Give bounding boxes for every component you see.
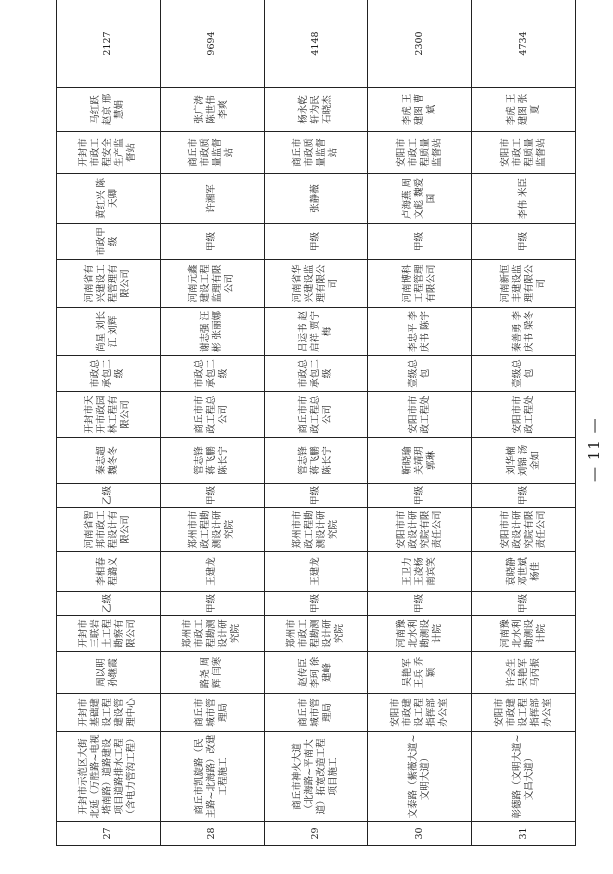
supervision-staff: 黄红兴 陈天卿 [57, 174, 161, 224]
supervision-grade: 甲级 [472, 224, 576, 260]
design-grade: 乙级 [57, 484, 161, 508]
design-staff: 秦志超 魏冬冬 [57, 438, 161, 484]
owner-staff: 赵传臣 李珂 徐建峰 [264, 652, 368, 694]
construction-staff: 李忠平 李庆书 陈宇 [368, 308, 472, 356]
design-unit: 安阳市市政设计研究院有限责任公司 [368, 508, 472, 552]
project-name: 开封市示范区大街北延（万胜路~电视塔南路）道路建设项目道路排水工程（含电力管沟工程） [57, 732, 161, 822]
survey-unit: 河南豫北水利勘测设计院 [368, 616, 472, 652]
construction-staff: 尚星 刘长江 刘辉 [57, 308, 161, 356]
construction-grade: 壹级总包 [368, 356, 472, 392]
survey-unit: 郑州市市政工程勘测设计研究院 [160, 616, 264, 652]
construction-unit: 商丘市市政工程总公司 [264, 392, 368, 438]
owner-staff: 路尧 周辉 闫寒 [160, 652, 264, 694]
supervision-staff: 卢海燕 周文彪 魏爱国 [368, 174, 472, 224]
supervision-unit: 河南省有兴建设工程管理有限公司 [57, 260, 161, 308]
quality-supervision-unit: 商丘市市政质量监督站 [160, 132, 264, 174]
investment-amount: 4148 [264, 0, 368, 88]
design-grade: 甲级 [472, 484, 576, 508]
quality-supervision-staff: 马红跃 赵京 邢慧娟 [57, 88, 161, 132]
table-row [264, 0, 368, 846]
design-staff: 靳晓瑜 关靖玥 郭琳 [368, 438, 472, 484]
construction-grade: 市政总承包二级 [264, 356, 368, 392]
construction-unit: 开封市天开市政园林工程有限公司 [57, 392, 161, 438]
quality-supervision-unit: 商丘市市政质量监督站 [264, 132, 368, 174]
quality-supervision-staff: 李虎 王建图 曹斌 [368, 88, 472, 132]
supervision-grade: 甲级 [160, 224, 264, 260]
supervision-staff: 李伟 米臣 [472, 174, 576, 224]
row-number: 30 [368, 822, 472, 846]
row-number: 29 [264, 822, 368, 846]
quality-supervision-unit: 安阳市市政工程质量监督站 [472, 132, 576, 174]
owner-unit: 商丘市城市管理局 [264, 694, 368, 732]
quality-supervision-staff: 李虎 王建图 张夏 [472, 88, 576, 132]
quality-supervision-unit: 安阳市市政工程质量监督站 [368, 132, 472, 174]
investment-amount: 2300 [368, 0, 472, 88]
owner-unit: 安阳市市政建设工程指挥部办公室 [472, 694, 576, 732]
construction-unit: 商丘市市政工程总公司 [160, 392, 264, 438]
survey-grade: 甲级 [160, 592, 264, 616]
survey-staff: 王卫力 王凌杨 南宾笑 [368, 552, 472, 592]
design-unit: 安阳市市政设计研究院有限责任公司 [472, 508, 576, 552]
design-grade: 甲级 [368, 484, 472, 508]
construction-grade: 市政总承包二级 [160, 356, 264, 392]
page-number: — 11 — [585, 417, 603, 482]
owner-staff: 周以明 孙继霞 [57, 652, 161, 694]
row-number: 31 [472, 822, 576, 846]
supervision-unit: 河南省华兴建设监理有限公司 [264, 260, 368, 308]
investment-amount: 9694 [160, 0, 264, 88]
design-grade: 甲级 [160, 484, 264, 508]
survey-grade: 乙级 [57, 592, 161, 616]
construction-unit: 安阳市市政工程处 [472, 392, 576, 438]
table-body [57, 0, 576, 846]
investment-amount: 4734 [472, 0, 576, 88]
construction-grade: 市政总承包二级 [57, 356, 161, 392]
table-row [368, 0, 472, 846]
construction-staff: 吕运书 赵启祥 贾宁梅 [264, 308, 368, 356]
supervision-unit: 河南元鑫建设工程监理有限公司 [160, 260, 264, 308]
survey-grade: 甲级 [472, 592, 576, 616]
owner-unit: 商丘市城市管理局 [160, 694, 264, 732]
design-staff: 刘华楠 刘锦 汤金如 [472, 438, 576, 484]
quality-supervision-staff: 杨永乾 轩为民 石晓杰 [264, 88, 368, 132]
supervision-grade: 甲级 [264, 224, 368, 260]
supervision-unit: 河南新恒丰建设监理有限公司 [472, 260, 576, 308]
table-row [160, 0, 264, 846]
survey-unit: 郑州市市政工程勘测设计研究院 [264, 616, 368, 652]
project-name: 商丘市神火大道（北海路~平南大道）拓宽改造工程项目施工 [264, 732, 368, 822]
owner-unit: 开封市基础建设工程建设管理中心 [57, 694, 161, 732]
row-number: 28 [160, 822, 264, 846]
construction-staff: 秦善勇 李庆书 梁冬 [472, 308, 576, 356]
quality-supervision-staff: 张广涛 陈世伟 李爽 [160, 88, 264, 132]
design-unit: 郑州市市政工程勘测设计研究院 [160, 508, 264, 552]
table-row [57, 0, 161, 846]
project-name: 商丘市凯旋路（民主路~北海路）改建工程施工 [160, 732, 264, 822]
survey-grade: 甲级 [368, 592, 472, 616]
project-name: 文泰路（紫薇大道~文明大道） [368, 732, 472, 822]
survey-unit: 开封市三联岩土工程勘察有限公司 [57, 616, 161, 652]
construction-grade: 壹级总包 [472, 356, 576, 392]
owner-staff: 吴艳军 王兵 乔颖 [368, 652, 472, 694]
survey-staff: 王建龙 [160, 552, 264, 592]
survey-grade: 甲级 [264, 592, 368, 616]
owner-staff: 许会生 吴艳军 马丙振 [472, 652, 576, 694]
owner-unit: 安阳市市政建设工程指挥部办公室 [368, 694, 472, 732]
survey-unit: 河南豫北水利勘测设计院 [472, 616, 576, 652]
construction-unit: 安阳市市政工程处 [368, 392, 472, 438]
project-table [56, 0, 576, 846]
survey-staff: 袁晓静 邓世斌 杨佳 [472, 552, 576, 592]
construction-staff: 谢志强 汪彬 张丽娜 [160, 308, 264, 356]
survey-staff: 王建龙 [264, 552, 368, 592]
project-name: 彰德路（文明大道~文昌大道） [472, 732, 576, 822]
supervision-grade: 甲级 [368, 224, 472, 260]
design-unit: 郑州市市政工程勘测设计研究院 [264, 508, 368, 552]
design-staff: 管志锋 蒋飞鹏 陈长宁 [160, 438, 264, 484]
design-grade: 甲级 [264, 484, 368, 508]
quality-supervision-unit: 开封市市政工程安全生产监督站 [57, 132, 161, 174]
supervision-staff: 张静薇 [264, 174, 368, 224]
design-staff: 管志锋 蒋飞鹏 陈长宁 [264, 438, 368, 484]
investment-amount: 2127 [57, 0, 161, 88]
design-unit: 河南省智邦市政工程设计有限公司 [57, 508, 161, 552]
supervision-unit: 河南博科工程管理有限公司 [368, 260, 472, 308]
supervision-staff: 许湘军 [160, 174, 264, 224]
row-number: 27 [57, 822, 161, 846]
table-row [472, 0, 576, 846]
survey-staff: 李相春 程潞义 [57, 552, 161, 592]
supervision-grade: 市政甲级 [57, 224, 161, 260]
